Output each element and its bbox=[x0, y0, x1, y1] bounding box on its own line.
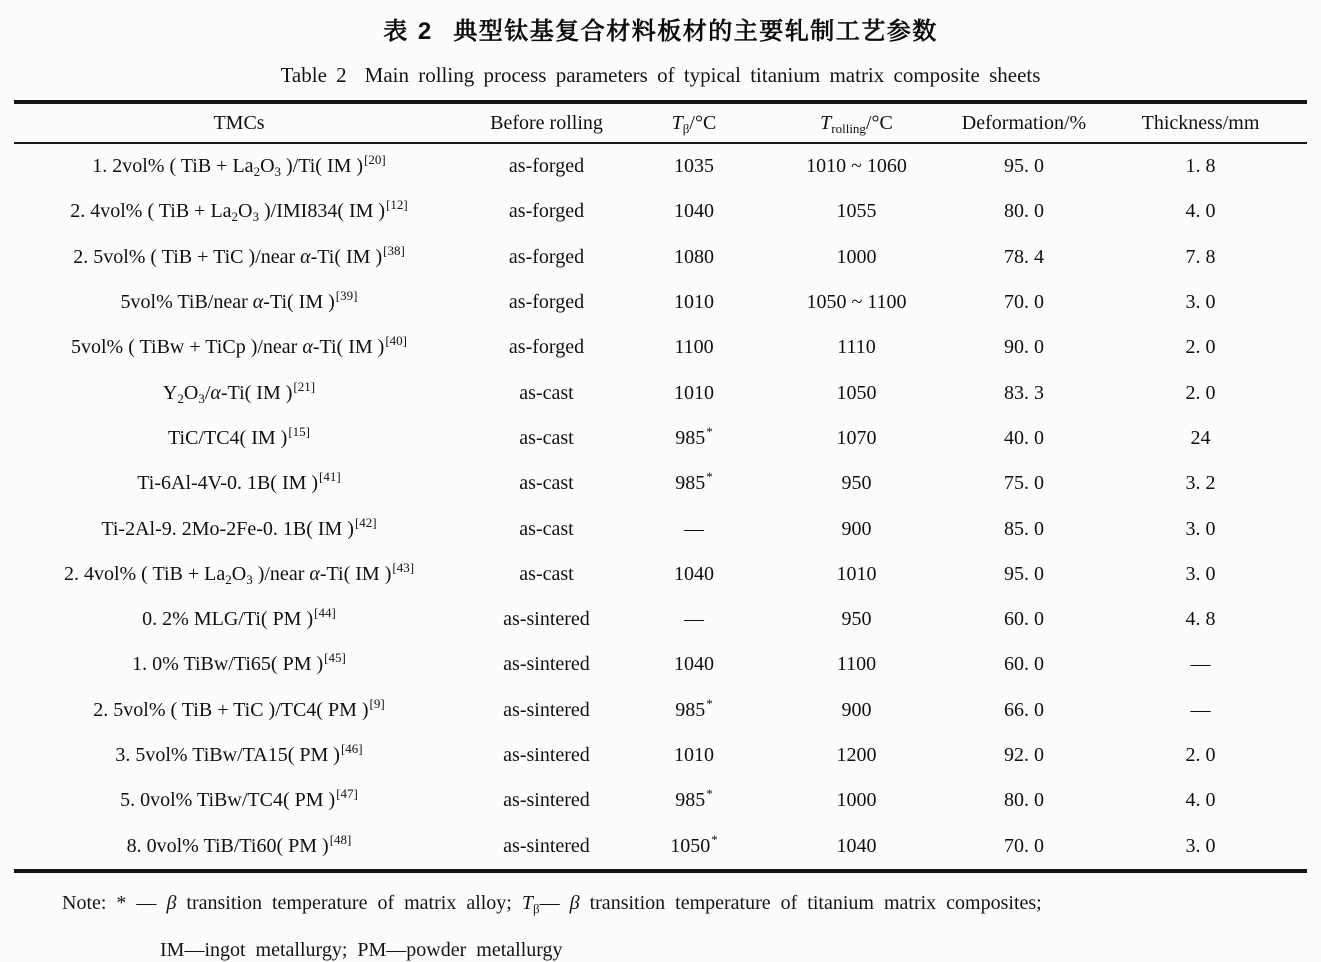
cell-t-rolling: 1010 bbox=[836, 562, 877, 585]
cell-thickness: 3. 2 bbox=[1185, 472, 1216, 495]
col-header-before-rolling: Before rolling bbox=[464, 102, 629, 143]
table-label-cn: 表 2 bbox=[383, 18, 434, 45]
table-row bbox=[14, 506, 1307, 551]
cell-deformation: 75. 0 bbox=[1004, 472, 1044, 495]
cell-before-rolling: as-cast bbox=[519, 517, 574, 540]
table-label-en: Table 2 bbox=[280, 63, 347, 87]
cell-tmcs: 5vol% ( TiBw + TiCp )/near α-Ti( IM )[40] bbox=[71, 333, 407, 359]
cell-tmcs: Ti-6Al-4V-0. 1B( IM )[41] bbox=[137, 469, 341, 495]
col-header-tmcs: TMCs bbox=[14, 102, 464, 143]
cell-thickness: 4. 8 bbox=[1185, 608, 1216, 631]
cell-t-beta: 1100 bbox=[674, 336, 714, 359]
cell-deformation: 95. 0 bbox=[1004, 562, 1044, 585]
cell-t-rolling: 1050 bbox=[836, 381, 877, 404]
cell-deformation: 78. 4 bbox=[1004, 245, 1044, 268]
cell-tmcs: 2. 5vol% ( TiB + TiC )/near α-Ti( IM )[38] bbox=[73, 242, 405, 268]
cell-tmcs: 0. 2% MLG/Ti( PM )[44] bbox=[142, 605, 336, 631]
table-title-chinese bbox=[0, 0, 1321, 46]
cell-before-rolling: as-forged bbox=[508, 291, 585, 314]
cell-t-beta: 1010 bbox=[674, 291, 714, 314]
cell-t-beta: 985* bbox=[675, 786, 713, 812]
cell-tmcs: 1. 0% TiBw/Ti65( PM )[45] bbox=[132, 650, 346, 676]
cell-t-beta: 1040 bbox=[674, 653, 714, 676]
cell-deformation: 80. 0 bbox=[1004, 789, 1044, 812]
cell-thickness: 4. 0 bbox=[1185, 200, 1216, 223]
cell-deformation: 90. 0 bbox=[1004, 336, 1044, 359]
cell-before-rolling: as-sintered bbox=[503, 789, 590, 812]
cell-thickness: 2. 0 bbox=[1185, 744, 1216, 766]
cell-t-rolling: 1055 bbox=[836, 200, 877, 223]
col-header-t-rolling: $T_{rolling}/^\circ C$ bbox=[759, 102, 954, 143]
cell-tmcs: $Y_2O_3/\alpha-Ti$( IM )[21] bbox=[162, 378, 316, 406]
table-title-english bbox=[0, 63, 1321, 88]
cell-thickness: 3. 0 bbox=[1185, 291, 1216, 314]
note-line-2: IM—ingot metallurgy; PM—powder metallurgy bbox=[160, 938, 563, 961]
col-header-deformation: Deformation/% bbox=[954, 102, 1094, 143]
cell-tmcs: 5. 0vol% TiBw/TC4( PM )[47] bbox=[120, 786, 358, 812]
cell-t-rolling: 1050 ~ 1100 bbox=[806, 291, 907, 314]
cell-t-beta: 985* bbox=[675, 423, 713, 449]
cell-thickness: 3. 0 bbox=[1185, 562, 1216, 585]
cell-thickness: 4. 0 bbox=[1185, 789, 1216, 812]
cell-before-rolling: as-sintered bbox=[503, 653, 590, 676]
cell-t-rolling: 1040 bbox=[836, 834, 877, 857]
cell-tmcs: 2. 4vol% ( TiB + $La_2O_3$ )/near α-Ti( IM )[43] bbox=[63, 559, 415, 587]
table-row bbox=[14, 280, 1307, 325]
cell-tmcs: 1. 2vol% ( TiB + $La_2O_3$ )/Ti( IM )[20] bbox=[92, 152, 386, 180]
col-header-thickness: Thickness/mm bbox=[1094, 102, 1307, 143]
table-row bbox=[14, 370, 1307, 415]
table-row bbox=[14, 642, 1307, 687]
cell-deformation: 92. 0 bbox=[1004, 744, 1044, 766]
cell-thickness: 7. 8 bbox=[1185, 245, 1216, 268]
cell-tmcs: 3. 5vol% TiBw/TA15( PM )[46] bbox=[115, 741, 363, 766]
cell-thickness: 2. 0 bbox=[1185, 336, 1216, 359]
cell-before-rolling: as-cast bbox=[519, 381, 574, 404]
header-row bbox=[14, 102, 1307, 143]
table-row bbox=[14, 461, 1307, 506]
rolling-parameters-table bbox=[14, 100, 1307, 873]
cell-deformation: 60. 0 bbox=[1004, 653, 1044, 676]
cell-deformation: 80. 0 bbox=[1004, 200, 1044, 223]
cell-t-beta: 1040 bbox=[674, 200, 714, 223]
cell-before-rolling: as-sintered bbox=[503, 744, 590, 766]
cell-t-rolling: 950 bbox=[841, 608, 872, 631]
cell-t-rolling: 1000 bbox=[836, 245, 877, 268]
cell-thickness: 3. 0 bbox=[1185, 834, 1216, 857]
cell-t-rolling: 1100 bbox=[836, 653, 877, 676]
cell-t-rolling: 1000 bbox=[836, 789, 877, 812]
cell-before-rolling: as-cast bbox=[519, 426, 574, 449]
cell-t-beta: — bbox=[684, 517, 704, 540]
table-row bbox=[14, 733, 1307, 778]
cell-deformation: 70. 0 bbox=[1004, 834, 1044, 857]
table-row bbox=[14, 823, 1307, 870]
cell-t-beta: 1080 bbox=[674, 245, 714, 268]
cell-t-rolling: 1010 ~ 1060 bbox=[806, 155, 907, 178]
note-line-1: Note: * — β transition temperature of matrix alloy; $T_\beta—$ β transition temperature of titanium matrix composites; bbox=[62, 891, 1042, 916]
cell-tmcs: Ti-2Al-9. 2Mo-2Fe-0. 1B( IM )[42] bbox=[101, 514, 377, 540]
table-row bbox=[14, 143, 1307, 189]
cell-before-rolling: as-forged bbox=[508, 155, 585, 178]
cell-before-rolling: as-cast bbox=[519, 562, 574, 585]
cell-tmcs: 2. 4vol% ( TiB + $La_2O_3$ )/IMI834( IM )[12] bbox=[70, 197, 408, 225]
cell-t-beta: 1035 bbox=[674, 155, 714, 178]
table-row bbox=[14, 235, 1307, 280]
cell-t-beta: 1010 bbox=[674, 744, 714, 766]
table-row bbox=[14, 688, 1307, 733]
cell-t-rolling: 900 bbox=[841, 698, 872, 721]
cell-tmcs: TiC/TC4( IM )[15] bbox=[168, 423, 310, 449]
cell-deformation: 40. 0 bbox=[1004, 426, 1044, 449]
cell-deformation: 66. 0 bbox=[1004, 698, 1044, 721]
table-row bbox=[14, 597, 1307, 642]
table-row bbox=[14, 778, 1307, 823]
cell-t-beta: 1010 bbox=[674, 381, 714, 404]
cell-t-beta: 1050* bbox=[670, 831, 718, 857]
cell-t-rolling: 1070 bbox=[836, 426, 877, 449]
cell-before-rolling: as-sintered bbox=[503, 834, 590, 857]
cell-thickness: 1. 8 bbox=[1185, 155, 1216, 178]
cell-tmcs: 5vol% TiB/near α-Ti( IM )[39] bbox=[120, 288, 358, 314]
note-block bbox=[62, 892, 1321, 962]
table-row bbox=[14, 325, 1307, 370]
cell-t-rolling: 1200 bbox=[836, 744, 877, 766]
cell-t-beta: 985* bbox=[675, 695, 713, 721]
cell-deformation: 95. 0 bbox=[1004, 155, 1044, 178]
table-row bbox=[14, 552, 1307, 597]
cell-before-rolling: as-forged bbox=[508, 336, 585, 359]
cell-deformation: 60. 0 bbox=[1004, 608, 1044, 631]
cell-t-beta: — bbox=[684, 608, 704, 631]
cell-deformation: 83. 3 bbox=[1004, 381, 1044, 404]
table-row bbox=[14, 189, 1307, 234]
cell-tmcs: 8. 0vol% TiB/Ti60( PM )[48] bbox=[126, 831, 352, 857]
cell-thickness: 3. 0 bbox=[1185, 517, 1216, 540]
table-body bbox=[14, 143, 1307, 871]
cell-thickness: 24 bbox=[1190, 426, 1211, 449]
cell-before-rolling: as-sintered bbox=[503, 698, 590, 721]
cell-t-beta: 1040 bbox=[674, 562, 714, 585]
cell-before-rolling: as-forged bbox=[508, 245, 585, 268]
cell-deformation: 70. 0 bbox=[1004, 291, 1044, 314]
cell-before-rolling: as-cast bbox=[519, 472, 574, 495]
table-title-cn-text: 典型钛基复合材料板材的主要轧制工艺参数 bbox=[453, 18, 938, 45]
cell-deformation: 85. 0 bbox=[1004, 517, 1044, 540]
cell-before-rolling: as-sintered bbox=[503, 608, 590, 631]
cell-thickness: 2. 0 bbox=[1185, 381, 1216, 404]
cell-t-rolling: 950 bbox=[841, 472, 872, 495]
cell-thickness: — bbox=[1190, 653, 1211, 676]
cell-before-rolling: as-forged bbox=[508, 200, 585, 223]
cell-t-rolling: 900 bbox=[841, 517, 872, 540]
cell-t-beta: 985* bbox=[675, 469, 713, 495]
col-header-t-beta: $T_\beta/^\circ C$ bbox=[629, 102, 759, 143]
table-title-en-text: Main rolling process parameters of typical titanium matrix composite sheets bbox=[364, 63, 1041, 87]
cell-tmcs: 2. 5vol% ( TiB + TiC )/TC4( PM )[9] bbox=[93, 695, 385, 721]
table-row bbox=[14, 416, 1307, 461]
cell-t-rolling: 1110 bbox=[837, 336, 876, 359]
cell-thickness: — bbox=[1190, 698, 1211, 721]
